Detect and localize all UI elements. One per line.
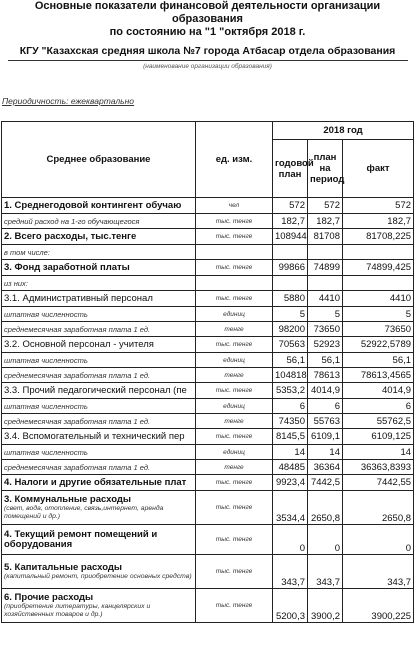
row-value-v1: 48485 (273, 460, 308, 475)
row-name (2, 198, 196, 214)
table-row (2, 399, 414, 414)
row-value-v1: 343,7 (273, 555, 308, 589)
row-value-v1 (273, 245, 308, 260)
row-name (2, 491, 196, 525)
row-name (2, 589, 196, 623)
row-value-v2: 3900,2 (308, 589, 343, 623)
row-value-v2: 55763 (308, 414, 343, 429)
row-value-v3: 74899,425 (343, 260, 414, 276)
table-row (2, 353, 414, 368)
row-value-v1: 572 (273, 198, 308, 214)
row-unit: единиц (196, 399, 273, 414)
periodicity: Периодичность: ежеквартально (2, 96, 135, 106)
row-value-v1: 6 (273, 399, 308, 414)
table-body (2, 198, 414, 623)
row-name-text: среднемесячная заработная плата 1 ед. (4, 416, 151, 426)
row-name-text: среднемесячная заработная плата 1 ед. (4, 324, 151, 334)
row-unit: тыс. тенге (196, 214, 273, 229)
row-value-v3 (343, 245, 414, 260)
organization-note: (наименование организации образования) (143, 63, 272, 70)
row-unit: тыс. тенге (196, 229, 273, 245)
row-value-v2: 52923 (308, 337, 343, 353)
header-fact: факт (343, 140, 414, 198)
row-name-text: штатная численность (4, 401, 88, 411)
row-value-v3: 3900,225 (343, 589, 414, 623)
row-name (2, 260, 196, 276)
row-unit (196, 245, 273, 260)
organization-name: КГУ "Казахская средняя школа №7 города Атбасар отдела образования (19, 45, 396, 57)
row-value-v3: 6109,125 (343, 429, 414, 445)
row-value-v2: 73650 (308, 322, 343, 337)
row-value-v1: 74350 (273, 414, 308, 429)
row-value-v3: 5 (343, 307, 414, 322)
row-name (2, 368, 196, 383)
header-annual-plan: годовой план (273, 140, 308, 198)
row-value-v2: 4410 (308, 291, 343, 307)
table-row (2, 525, 414, 555)
row-name-text: 3. Коммунальные расходы (4, 493, 132, 505)
row-unit: тыс. тенге (196, 429, 273, 445)
row-value-v2: 4014,9 (308, 383, 343, 399)
row-value-v2: 6109,1 (308, 429, 343, 445)
row-unit: тыс. тенге (196, 491, 273, 525)
row-unit (196, 276, 273, 291)
finance-table (1, 121, 414, 623)
row-name (2, 399, 196, 414)
table-row (2, 460, 414, 475)
report-title (0, 0, 415, 39)
row-value-v2: 56,1 (308, 353, 343, 368)
row-unit: единиц (196, 353, 273, 368)
table-row (2, 368, 414, 383)
row-value-v3: 36363,8393 (343, 460, 414, 475)
row-name (2, 475, 196, 491)
row-value-v1: 104818 (273, 368, 308, 383)
row-unit: тыс. тенге (196, 555, 273, 589)
row-name-text: 5. Капитальные расходы (4, 561, 123, 573)
header-unit: ед. изм. (196, 122, 273, 198)
table-row (2, 229, 414, 245)
row-value-v1: 108944 (273, 229, 308, 245)
row-unit: тыс. тенге (196, 589, 273, 623)
row-name-text: 1. Среднегодовой контингент обучаю (4, 200, 182, 211)
row-name (2, 383, 196, 399)
row-value-v2: 74899 (308, 260, 343, 276)
row-value-v1: 98200 (273, 322, 308, 337)
row-value-v2: 14 (308, 445, 343, 460)
row-value-v3 (343, 276, 414, 291)
row-value-v1: 182,7 (273, 214, 308, 229)
row-value-v1 (273, 276, 308, 291)
row-name (2, 429, 196, 445)
header-year: 2018 год (273, 122, 414, 140)
row-value-v2: 0 (308, 525, 343, 555)
row-value-v3: 4014,9 (343, 383, 414, 399)
table-row (2, 475, 414, 491)
row-unit: тенге (196, 414, 273, 429)
row-value-v3: 81708,225 (343, 229, 414, 245)
table-row (2, 337, 414, 353)
row-name-text: среднемесячная заработная плата 1 ед. (4, 462, 151, 472)
table-row (2, 307, 414, 322)
table-row (2, 383, 414, 399)
row-name (2, 555, 196, 589)
row-value-v2: 5 (308, 307, 343, 322)
row-value-v3: 4410 (343, 291, 414, 307)
row-value-v1: 3534,4 (273, 491, 308, 525)
row-unit: тыс. тенге (196, 525, 273, 555)
row-value-v3: 182,7 (343, 214, 414, 229)
row-value-v1: 8145,5 (273, 429, 308, 445)
row-name (2, 276, 196, 291)
row-name (2, 307, 196, 322)
row-value-v2: 7442,5 (308, 475, 343, 491)
row-value-v1: 9923,4 (273, 475, 308, 491)
row-unit: чел (196, 198, 273, 214)
row-name-text: 4. Налоги и другие обязательные плат (4, 477, 187, 488)
row-unit: тыс. тенге (196, 291, 273, 307)
row-name-text: штатная численность (4, 447, 88, 457)
row-name-text: в том числе: (4, 247, 50, 257)
row-name (2, 291, 196, 307)
row-unit: тенге (196, 322, 273, 337)
row-name-text: 6. Прочие расходы (4, 591, 94, 603)
table-row (2, 291, 414, 307)
row-value-v2: 343,7 (308, 555, 343, 589)
row-value-v2: 182,7 (308, 214, 343, 229)
title-line-2: по состоянию на "1 "октября 2018 г. (109, 26, 306, 38)
row-name-text: 4. Текущий ремонт помещений и оборудования (4, 528, 158, 550)
row-name-text: 3. Фонд заработной платы (4, 262, 130, 273)
row-name (2, 214, 196, 229)
row-value-v1: 0 (273, 525, 308, 555)
row-unit: тыс. тенге (196, 337, 273, 353)
row-value-v3: 52922,5789 (343, 337, 414, 353)
table-row (2, 555, 414, 589)
row-value-v1: 70563 (273, 337, 308, 353)
row-unit: единиц (196, 307, 273, 322)
row-value-v3: 7442,55 (343, 475, 414, 491)
table-row (2, 245, 414, 260)
row-name-text: среднемесячная заработная плата 1 ед. (4, 370, 151, 380)
row-value-v3: 73650 (343, 322, 414, 337)
row-name-text: штатная численность (4, 309, 88, 319)
organization-underline (8, 60, 408, 61)
row-value-v3: 78613,4565 (343, 368, 414, 383)
row-value-v2: 2650,8 (308, 491, 343, 525)
row-value-v2: 6 (308, 399, 343, 414)
row-name-text: из них: (4, 278, 28, 288)
row-value-v1: 14 (273, 445, 308, 460)
row-name (2, 353, 196, 368)
row-value-v2 (308, 276, 343, 291)
row-unit: тыс. тенге (196, 383, 273, 399)
row-value-v1: 5353,2 (273, 383, 308, 399)
row-name (2, 229, 196, 245)
row-name-text: 3.1. Административный персонал (4, 293, 153, 304)
row-value-v3: 343,7 (343, 555, 414, 589)
row-name (2, 245, 196, 260)
row-subnote: (капитальный ремонт, приобретение основных средств) (4, 572, 192, 580)
table-row (2, 214, 414, 229)
table-row (2, 198, 414, 214)
row-unit: тыс. тенге (196, 260, 273, 276)
row-value-v3: 0 (343, 525, 414, 555)
row-value-v3: 572 (343, 198, 414, 214)
row-subnote: (свет, вода, отопление, связь,интернет, аренда помещений и др.) (4, 504, 164, 520)
row-unit: единиц (196, 445, 273, 460)
title-line-1: Основные показатели финансовой деятельности организации образования (34, 0, 381, 25)
row-value-v1: 5200,3 (273, 589, 308, 623)
row-value-v3: 14 (343, 445, 414, 460)
table-row (2, 260, 414, 276)
table-row (2, 322, 414, 337)
row-value-v3: 2650,8 (343, 491, 414, 525)
row-name (2, 414, 196, 429)
row-value-v2 (308, 245, 343, 260)
table-row (2, 276, 414, 291)
row-name-text: штатная численность (4, 355, 88, 365)
row-name (2, 322, 196, 337)
row-name-text: 3.3. Прочий педагогический персонал (пе (4, 385, 187, 396)
table-row (2, 445, 414, 460)
row-name (2, 525, 196, 555)
row-name-text: 2. Всего расходы, тыс.тенге (4, 231, 137, 242)
row-name-text: 3.4. Вспомогательный и технический пер (4, 431, 185, 442)
row-unit: тенге (196, 460, 273, 475)
row-name-text: средний расход на 1-го обучающегося (4, 216, 140, 226)
table-row (2, 414, 414, 429)
row-value-v2: 78613 (308, 368, 343, 383)
row-name-text: 3.2. Основной персонал - учителя (4, 339, 154, 350)
row-value-v1: 5880 (273, 291, 308, 307)
row-value-v2: 572 (308, 198, 343, 214)
row-value-v2: 36364 (308, 460, 343, 475)
row-value-v3: 6 (343, 399, 414, 414)
table-row (2, 491, 414, 525)
row-value-v1: 99866 (273, 260, 308, 276)
row-value-v1: 5 (273, 307, 308, 322)
row-value-v2: 81708 (308, 229, 343, 245)
row-value-v1: 56,1 (273, 353, 308, 368)
row-name (2, 445, 196, 460)
header-name: Среднее образование (2, 122, 196, 198)
row-unit: тыс. тенге (196, 475, 273, 491)
table-row (2, 429, 414, 445)
row-value-v3: 55762,5 (343, 414, 414, 429)
row-value-v3: 56,1 (343, 353, 414, 368)
row-name (2, 337, 196, 353)
row-name (2, 460, 196, 475)
header-period-plan: план на период (308, 140, 343, 198)
table-row (2, 589, 414, 623)
row-unit: тенге (196, 368, 273, 383)
row-subnote: (приобретение литературы, канцелярских и хозяйственных товаров и др.) (4, 602, 151, 618)
